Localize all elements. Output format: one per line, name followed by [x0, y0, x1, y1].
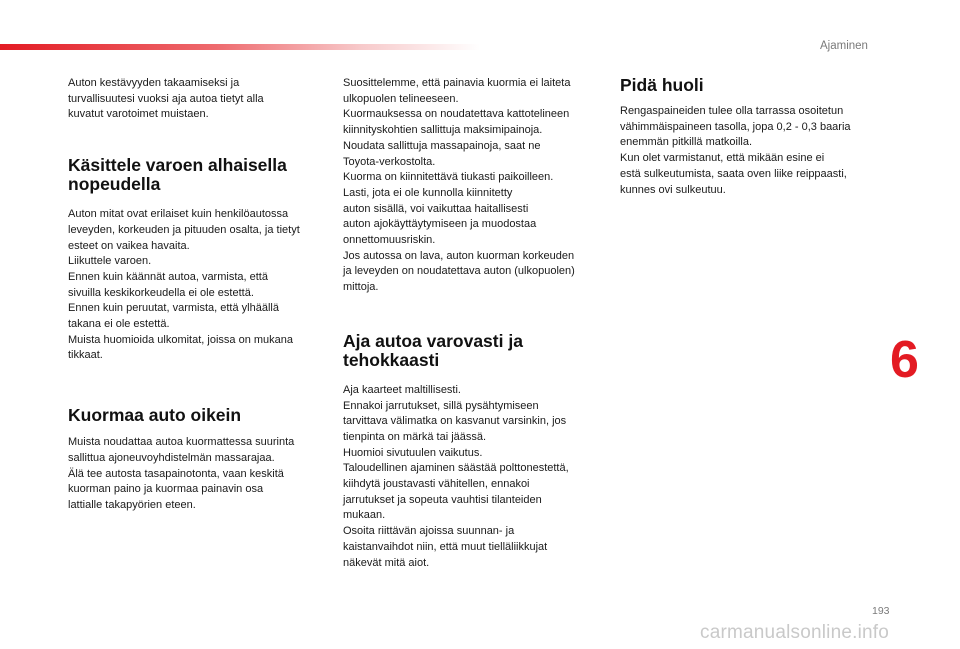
heading-drive-carefully: Aja autoa varovasti ja tehokkaasti [343, 330, 523, 370]
intro-paragraph: Auton kestävyyden takaamiseksi ja turvallisuutesi vuoksi aja autoa tietyt alla kuvatut varotoimet muistaen. [68, 77, 264, 121]
take-care-paragraph: Rengaspaineiden tulee olla tarrassa osoitetun vähimmäispaineen tasolla, jopa 0,2 - 0,3 baaria enemmän pitkillä matkoilla. Kun olet varmistanut, että mikään esine ei estä sulkeutumista, saata oven liike reippaasti, kunnes ovi sulkeutuu. [620, 105, 851, 196]
low-speed-paragraph: Auton mitat ovat erilaiset kuin henkilöautossa leveyden, korkeuden ja pituuden osalta, ja tietyt esteet on vaikea havaita. Liikuttele varoen. Ennen kuin käännät autoa, varmista, että sivuilla keskikorkeudella ei ole estettä. Ennen kuin peruutat, varmista, että ylhäällä takana ei ole estettä. Muista huomioida ulkomitat, joissa on mukana tikkaat. [68, 208, 300, 362]
left-column [68, 76, 326, 514]
drive-carefully-paragraph: Aja kaarteet maltillisesti. Ennakoi jarrutukset, sillä pysähtymiseen tarvittava välimatka on kasvanut varsinkin, jos tienpinta on märkä tai jäässä. Huomioi sivutuulen vaikutus. Taloudellinen ajaminen säästää polttonestettä, kiihdytä joustavasti vähitellen, ennakoi jarrutukset ja sopeuta vauhtisi tilanteiden mukaan. Osoita riittävän ajoissa suunnan- ja kaistanvaihdot niin, että muut tielläliikkujat näkevät mitä aiot. [343, 383, 569, 569]
watermark-text: carmanualsonline.info [700, 622, 890, 643]
loading-paragraph: Muista noudattaa autoa kuormattessa suurinta sallittua ajoneuvoyhdistelmän massarajaa. Älä tee autosta tasapainotonta, vaan keskitä kuorman paino ja kuormaa painavin osa lattialle takapyörien eteen. [68, 436, 295, 511]
chapter-number-marker: 6 [890, 331, 919, 389]
heading-take-care: Pidä huoli [620, 75, 704, 95]
heading-low-speed: Käsittele varoen alhaisella nopeudella [68, 155, 287, 195]
right-column [620, 76, 880, 198]
heading-loading: Kuormaa auto oikein [68, 405, 242, 426]
header-accent-bar [0, 44, 480, 50]
middle-column [343, 76, 603, 571]
chapter-title: Ajaminen [820, 40, 868, 52]
page-number: 193 [872, 605, 890, 617]
cargo-paragraph: Suosittelemme, että painavia kuormia ei laiteta ulkopuolen telineeseen. Kuormauksessa on noudatettava kattotelineen kiinnityskohtien sallittuja maksimipainoja. Noudata sallittuja massapainoja, saat ne Toyota-verkostolta. Kuorma on kiinnitettävä tiukasti paikoilleen. Lasti, jota ei ole kunnolla kiinnitetty auton sisällä, voi vaikuttaa haitallisesti auton ajokäyttäytymiseen ja muodostaa onnettomuusriskin. Jos autossa on lava, auton kuorman korkeuden ja leveyden on noudatettava auton (ulkopuolen) mittoja. [343, 77, 575, 294]
